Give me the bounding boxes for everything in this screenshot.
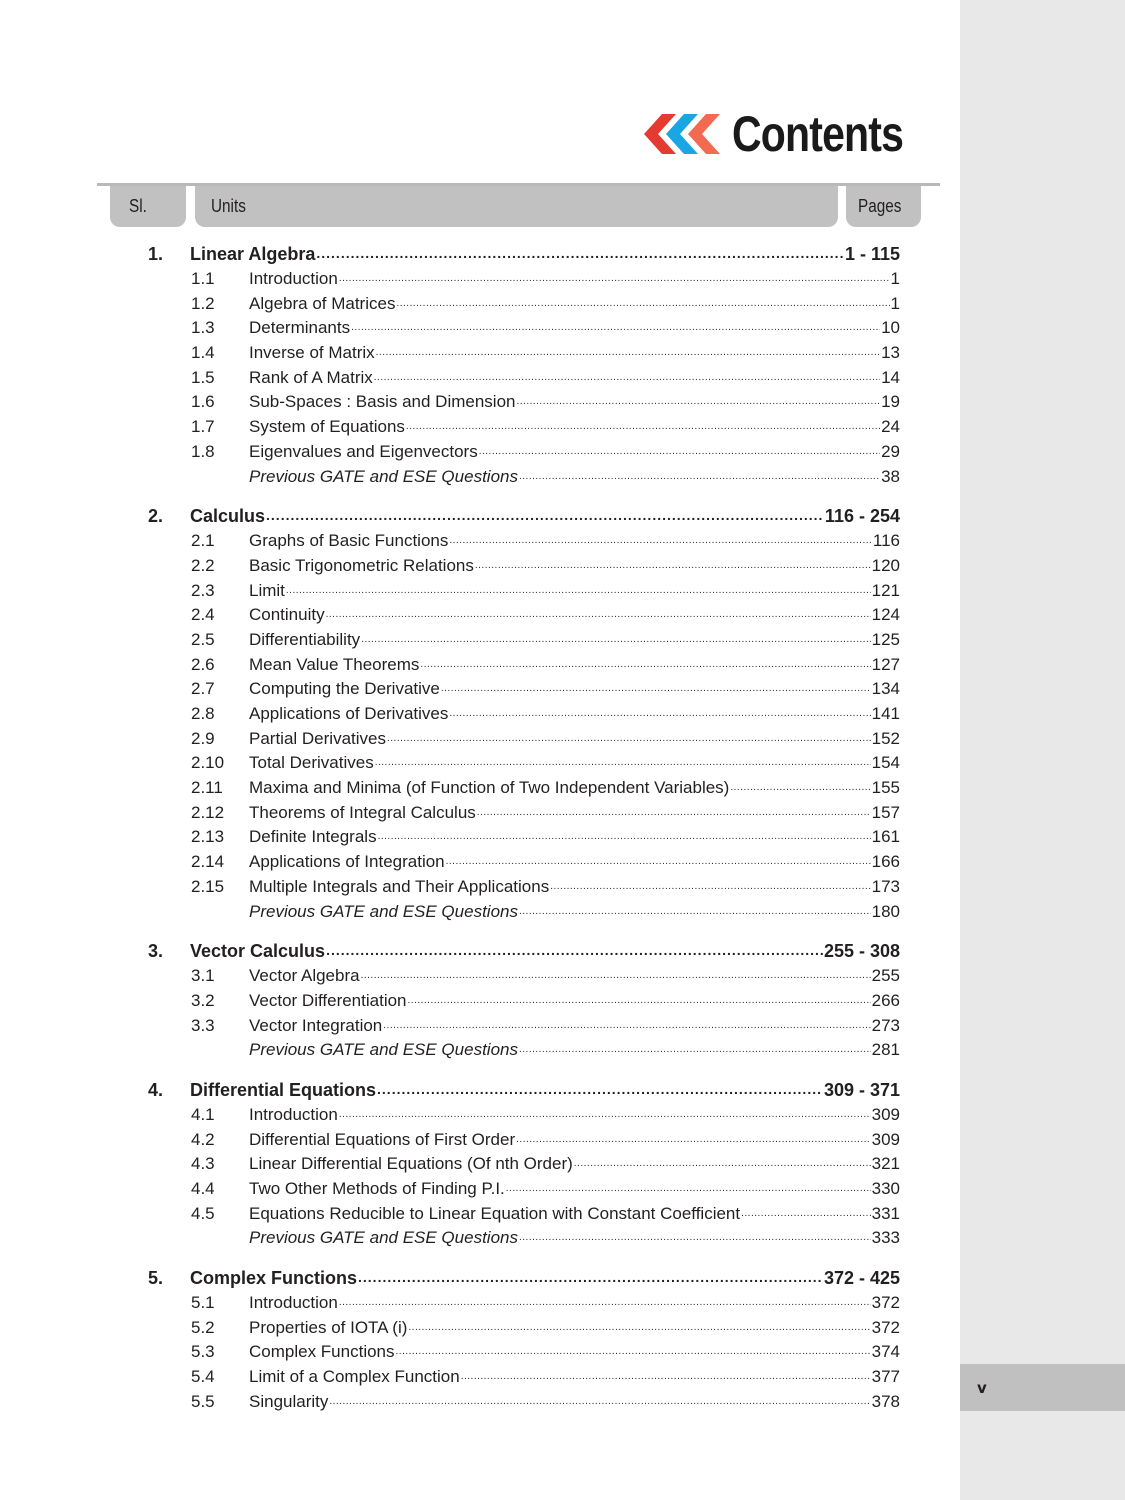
section-title: Determinants: [249, 318, 351, 338]
section-entry[interactable]: [148, 628, 900, 653]
section-number: 2.2: [191, 555, 215, 575]
dot-leader: [519, 900, 871, 917]
dot-leader: [316, 242, 844, 260]
section-title: Applications of Integration: [249, 852, 445, 872]
section-number: 3.2: [191, 990, 215, 1010]
section-page: 125: [871, 629, 900, 649]
section-title: Partial Derivatives: [249, 728, 386, 748]
dot-leader: [339, 1291, 871, 1308]
section-number: 5.2: [191, 1317, 215, 1337]
section-entry[interactable]: [148, 603, 900, 628]
section-title: Introduction: [249, 1104, 338, 1124]
section-number: 1.5: [191, 367, 215, 387]
section-title: Two Other Methods of Finding P.I.: [249, 1179, 505, 1198]
chapter-block: [148, 1266, 900, 1414]
previous-questions-entry[interactable]: [148, 1038, 900, 1063]
chapter-number: 1.: [148, 244, 164, 264]
section-page: 38: [881, 466, 900, 486]
section-title: Mean Value Theorems: [249, 654, 420, 674]
section-entry[interactable]: [148, 751, 900, 776]
section-number: 5.3: [191, 1342, 215, 1362]
dot-leader: [408, 989, 871, 1006]
page-title: Contents: [732, 106, 904, 162]
dot-leader: [378, 825, 871, 842]
chapter-block: [148, 504, 900, 924]
section-title: Complex Functions: [249, 1342, 395, 1362]
section-page: 374: [871, 1342, 900, 1362]
section-entry[interactable]: [148, 366, 900, 391]
dot-leader: [361, 628, 870, 645]
section-title: Previous GATE and ESE Questions: [249, 901, 518, 921]
section-page: 24: [881, 417, 900, 437]
chapter-title: Calculus: [190, 506, 266, 527]
chapter-number: 5.: [148, 1268, 164, 1289]
section-page: 266: [871, 990, 900, 1010]
section-page: 180: [871, 901, 900, 921]
section-page: 155: [871, 778, 900, 798]
section-entry[interactable]: [148, 1365, 900, 1390]
dot-leader: [266, 504, 824, 522]
dot-leader: [519, 1226, 871, 1243]
chapter-number: 3.: [148, 941, 164, 962]
chapter-entry[interactable]: [148, 242, 900, 267]
section-page: 330: [871, 1179, 900, 1198]
dot-leader: [377, 1078, 823, 1096]
dot-leader: [506, 1177, 871, 1194]
section-page: 152: [871, 728, 900, 748]
section-entry[interactable]: [148, 316, 900, 341]
section-number: 4.3: [191, 1154, 215, 1174]
table-of-contents: [148, 242, 900, 1430]
section-number: 3.1: [191, 966, 215, 986]
section-page: 134: [871, 679, 900, 699]
section-number: 2.7: [191, 679, 215, 699]
section-number: 4.5: [191, 1203, 215, 1223]
section-number: 3.3: [191, 1015, 215, 1035]
section-page: 127: [871, 654, 900, 674]
dot-leader: [516, 390, 880, 407]
section-title: Inverse of Matrix: [249, 343, 375, 363]
dot-leader: [741, 1202, 871, 1219]
dot-leader: [446, 850, 871, 867]
section-title: Previous GATE and ESE Questions: [249, 466, 518, 486]
section-entry[interactable]: [148, 653, 900, 678]
section-entry[interactable]: [148, 727, 900, 752]
chapter-title: Vector Calculus: [190, 941, 326, 962]
section-number: 5.4: [191, 1367, 215, 1387]
section-title: Limit: [249, 580, 285, 600]
dot-leader: [326, 603, 871, 620]
dot-leader: [574, 1152, 871, 1169]
dot-leader: [441, 677, 871, 694]
chapter-page-range: 1 - 115: [844, 244, 900, 264]
side-margin-panel: [960, 0, 1125, 1500]
previous-questions-entry[interactable]: [148, 465, 900, 490]
section-title: Linear Differential Equations (Of nth Order): [249, 1154, 573, 1174]
section-page: 166: [871, 852, 900, 872]
page-number: v: [977, 1378, 987, 1397]
section-title: Limit of a Complex Function: [249, 1367, 460, 1387]
dot-leader: [408, 1316, 870, 1333]
chapter-page-range: 255 - 308: [823, 941, 900, 962]
dot-leader: [420, 653, 870, 670]
section-number: 2.14: [191, 852, 225, 872]
chapter-entry[interactable]: [148, 504, 900, 529]
section-entry[interactable]: [148, 1202, 900, 1227]
chapter-number: 2.: [148, 506, 164, 527]
section-title: Basic Trigonometric Relations: [249, 555, 474, 575]
section-page: 19: [881, 392, 900, 412]
section-title: Differentiability: [249, 629, 361, 649]
previous-questions-entry[interactable]: [148, 1226, 900, 1251]
section-entry[interactable]: [148, 415, 900, 440]
section-page: 173: [871, 876, 900, 896]
chapter-entry[interactable]: [148, 1266, 900, 1291]
dot-leader: [449, 529, 872, 546]
section-title: Continuity: [249, 605, 325, 625]
section-page: 120: [871, 555, 900, 575]
section-entry[interactable]: [148, 776, 900, 801]
section-title: Algebra of Matrices: [249, 293, 396, 313]
section-title: Introduction: [249, 269, 338, 288]
chapter-title: Differential Equations: [190, 1079, 377, 1100]
section-title: Properties of IOTA (i): [249, 1317, 408, 1337]
section-title: Previous GATE and ESE Questions: [249, 1228, 518, 1248]
chapter-entry[interactable]: [148, 939, 900, 964]
dot-leader: [361, 964, 871, 981]
dot-leader: [519, 1038, 871, 1055]
section-title: Maxima and Minima (of Function of Two Independent Variables): [249, 778, 730, 798]
section-page: 161: [871, 827, 900, 847]
section-number: 2.15: [191, 876, 225, 896]
section-entry[interactable]: [148, 1014, 900, 1039]
section-title: Previous GATE and ESE Questions: [249, 1040, 518, 1060]
section-number: 1.2: [191, 293, 215, 313]
chapter-page-range: 116 - 254: [824, 506, 900, 527]
dot-leader: [475, 554, 871, 571]
section-page: 309: [871, 1129, 900, 1149]
section-number: 2.5: [191, 629, 215, 649]
triple-chevron-left-icon: [640, 112, 720, 156]
section-entry[interactable]: [148, 702, 900, 727]
section-page: 10: [881, 318, 900, 338]
section-page: 116: [872, 531, 900, 551]
column-header-units-label: Units: [211, 196, 246, 216]
section-page: 281: [871, 1040, 900, 1060]
section-title: Singularity: [249, 1391, 329, 1411]
section-title: Multiple Integrals and Their Applications: [249, 876, 550, 896]
chapter-block: [148, 939, 900, 1063]
section-number: 1.7: [191, 417, 215, 437]
section-number: 1.1: [191, 269, 215, 288]
dot-leader: [286, 579, 871, 596]
section-entry[interactable]: [148, 1177, 900, 1202]
section-title: Applications of Derivatives: [249, 704, 449, 723]
section-title: Sub-Spaces : Basis and Dimension: [249, 392, 516, 412]
section-page: 141: [871, 704, 900, 723]
section-page: 309: [871, 1104, 900, 1124]
section-title: Introduction: [249, 1293, 338, 1313]
section-number: 4.1: [191, 1104, 215, 1124]
section-title: Total Derivatives: [249, 753, 374, 773]
page-number-tab: [960, 1364, 1125, 1411]
section-number: 1.6: [191, 392, 215, 412]
section-title: Vector Differentiation: [249, 990, 407, 1010]
section-entry[interactable]: [148, 801, 900, 826]
column-header-sl-label: Sl.: [129, 196, 147, 216]
section-title: Vector Integration: [249, 1015, 383, 1035]
dot-leader: [387, 727, 871, 744]
chapter-page-range: 309 - 371: [823, 1079, 900, 1100]
section-number: 1.3: [191, 318, 215, 338]
section-page: 13: [881, 343, 900, 363]
dot-leader: [396, 292, 889, 309]
dot-leader: [477, 801, 871, 818]
section-number: 2.1: [191, 531, 215, 551]
section-entry[interactable]: [148, 1316, 900, 1341]
dot-leader: [730, 776, 870, 793]
section-number: 2.3: [191, 580, 215, 600]
chapter-page-range: 372 - 425: [823, 1268, 900, 1289]
section-entry[interactable]: [148, 341, 900, 366]
section-page: 29: [881, 441, 900, 461]
section-entry[interactable]: [148, 390, 900, 415]
section-number: 4.4: [191, 1179, 215, 1198]
section-entry[interactable]: [148, 1103, 900, 1128]
section-page: 378: [871, 1391, 900, 1411]
column-header-units: [195, 186, 838, 227]
section-title: Differential Equations of First Order: [249, 1129, 516, 1149]
dot-leader: [383, 1014, 870, 1031]
dot-leader: [351, 316, 880, 333]
section-entry[interactable]: [148, 440, 900, 465]
dot-leader: [519, 465, 880, 482]
section-entry[interactable]: [148, 554, 900, 579]
section-number: 2.8: [191, 704, 215, 723]
section-page: 121: [871, 580, 900, 600]
section-entry[interactable]: [148, 875, 900, 900]
section-entry[interactable]: [148, 267, 900, 292]
section-title: Vector Algebra: [249, 966, 360, 986]
section-title: System of Equations: [249, 417, 405, 437]
dot-leader: [329, 1390, 870, 1407]
section-number: 2.11: [191, 778, 223, 798]
contents-heading: [640, 104, 941, 164]
dot-leader: [479, 440, 880, 457]
section-page: 321: [871, 1154, 900, 1174]
chapter-title: Complex Functions: [190, 1268, 358, 1289]
section-page: 333: [871, 1228, 900, 1248]
dot-leader: [550, 875, 870, 892]
section-page: 255: [871, 966, 900, 986]
section-number: 2.13: [191, 827, 225, 847]
section-page: 157: [871, 802, 900, 822]
section-number: 1.8: [191, 441, 215, 461]
section-entry[interactable]: [148, 1340, 900, 1365]
section-entry[interactable]: [148, 1291, 900, 1316]
section-title: Graphs of Basic Functions: [249, 531, 449, 551]
section-title: Theorems of Integral Calculus: [249, 802, 476, 822]
dot-leader: [449, 702, 870, 719]
section-entry[interactable]: [148, 579, 900, 604]
section-number: 5.5: [191, 1391, 215, 1411]
section-title: Rank of A Matrix: [249, 367, 373, 387]
column-header-pages-label: Pages: [858, 196, 902, 216]
dot-leader: [339, 267, 890, 284]
section-number: 2.4: [191, 605, 215, 625]
section-number: 2.12: [191, 802, 225, 822]
section-entry[interactable]: [148, 1128, 900, 1153]
section-number: 1.4: [191, 343, 215, 363]
section-page: 372: [871, 1317, 900, 1337]
section-entry[interactable]: [148, 989, 900, 1014]
section-entry[interactable]: [148, 850, 900, 875]
section-title: Definite Integrals: [249, 827, 377, 847]
section-number: 2.10: [191, 753, 225, 773]
chapter-title: Linear Algebra: [190, 244, 316, 264]
section-page: 331: [871, 1203, 900, 1223]
section-entry[interactable]: [148, 292, 900, 317]
dot-leader: [358, 1266, 823, 1284]
section-number: 2.6: [191, 654, 215, 674]
section-entry[interactable]: [148, 964, 900, 989]
section-entry[interactable]: [148, 825, 900, 850]
chapter-entry[interactable]: [148, 1078, 900, 1103]
section-title: Eigenvalues and Eigenvectors: [249, 441, 478, 461]
dot-leader: [406, 415, 880, 432]
section-entry[interactable]: [148, 529, 900, 554]
chapter-number: 4.: [148, 1079, 164, 1100]
section-title: Computing the Derivative: [249, 679, 440, 699]
dot-leader: [376, 341, 880, 358]
dot-leader: [396, 1340, 871, 1357]
column-header-sl: [110, 186, 186, 227]
column-header-pages: [846, 186, 921, 227]
chapter-block: [148, 1078, 900, 1251]
section-page: 14: [881, 367, 900, 387]
section-number: 4.2: [191, 1129, 215, 1149]
section-entry[interactable]: [148, 1390, 900, 1415]
section-number: 5.1: [191, 1293, 215, 1313]
dot-leader: [375, 751, 871, 768]
section-page: 124: [871, 605, 900, 625]
section-page: 372: [871, 1293, 900, 1313]
dot-leader: [339, 1103, 871, 1120]
section-page: 377: [871, 1367, 900, 1387]
section-page: 154: [871, 753, 900, 773]
section-page: 273: [871, 1015, 900, 1035]
chapter-block: [148, 242, 900, 489]
dot-leader: [461, 1365, 871, 1382]
section-entry[interactable]: [148, 1152, 900, 1177]
section-entry[interactable]: [148, 677, 900, 702]
dot-leader: [326, 939, 823, 957]
dot-leader: [374, 366, 880, 383]
section-page: 1: [890, 293, 900, 313]
section-page: 1: [890, 269, 900, 288]
dot-leader: [516, 1128, 870, 1145]
section-number: 2.9: [191, 728, 215, 748]
previous-questions-entry[interactable]: [148, 900, 900, 925]
section-title: Equations Reducible to Linear Equation with Constant Coefficient: [249, 1203, 741, 1223]
